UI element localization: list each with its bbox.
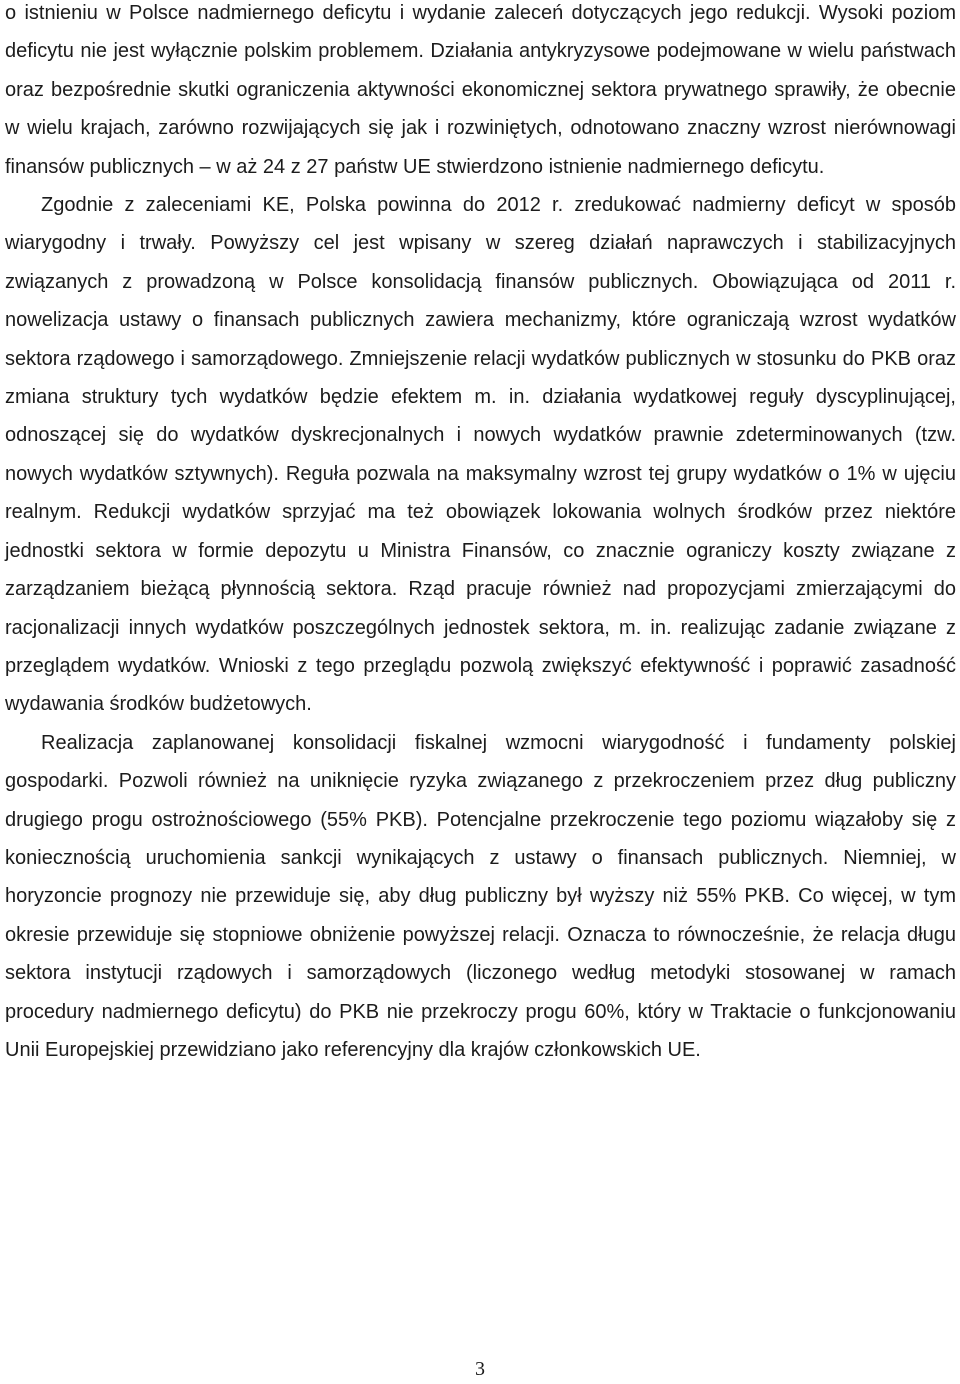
- page-number: 3: [475, 1358, 485, 1380]
- body-text: [5, 0, 956, 1069]
- paragraph-3: Realizacja zaplanowanej konsolidacji fiskalnej wzmocni wiarygodność i fundamenty polskiej gospodarki. Pozwoli również na uniknięcie ryzyka związanego z przekroczeniem przez dług publiczny drugiego progu ostrożnościowego (55% PKB). Potencjalne przekroczenie tego poziomu wiązałoby się z koniecznością uruchomienia sankcji wynikających z ustawy o finansach publicznych. Niemniej, w horyzoncie prognozy nie przewiduje się, aby dług publiczny był wyższy niż 55% PKB. Co więcej, w tym okresie przewiduje się stopniowe obniżenie powyższej relacji. Oznacza to równocześnie, że relacja długu sektora instytucji rządowych i samorządowych (liczonego według metodyki stosowanej w ramach procedury nadmiernego deficytu) do PKB nie przekroczy progu 60%, który w Traktacie o funkcjonowaniu Unii Europejskiej przewidziano jako referencyjny dla krajów członkowskich UE.: [5, 731, 956, 1061]
- paragraph-2: Zgodnie z zaleceniami KE, Polska powinna do 2012 r. zredukować nadmierny deficyt w sposób wiarygodny i trwały. Powyższy cel jest wpisany w szereg działań naprawczych i stabilizacyjnych związanych z prowadzoną w Polsce konsolidacją finansów publicznych. Obowiązująca od 2011 r. nowelizacja ustawy o finansach publicznych zawiera mechanizmy, które ograniczają wzrost wydatków sektora rządowego i samorządowego. Zmniejszenie relacji wydatków publicznych w stosunku do PKB oraz zmiana struktury tych wydatków będzie efektem m. in. działania wydatkowej reguły dyscyplinującej, odnoszącej się do wydatków dyskrecjonalnych i nowych wydatków prawnie zdeterminowanych (tzw. nowych wydatków sztywnych). Reguła pozwala na maksymalny wzrost tej grupy wydatków o 1% w ujęciu realnym. Redukcji wydatków sprzyjać ma też obowiązek lokowania wolnych środków przez niektóre jednostki sektora w formie depozytu u Ministra Finansów, co znacznie ograniczy koszty związane z zarządzaniem bieżącą płynnością sektora. Rząd pracuje również nad propozycjami zmierzającymi do racjonalizacji innych wydatków poszczególnych jednostek sektora, m. in. realizując zadanie związane z przeglądem wydatków. Wnioski z tego przeglądu pozwolą zwiększyć efektywność i poprawić zasadność wydawania środków budżetowych.: [5, 194, 956, 716]
- paragraph-1: o istnieniu w Polsce nadmiernego deficytu i wydanie zaleceń dotyczących jego redukcji. Wysoki poziom deficytu nie jest wyłącznie polskim problemem. Działania antykryzysowe podejmowane w wielu państwach oraz bezpośrednie skutki ograniczenia aktywności ekonomicznej sektora prywatnego sprawiły, że obecnie w wielu krajach, zarówno rozwijających się jak i rozwiniętych, odnotowano znaczny wzrost nierównowagi finansów publicznych – w aż 24 z 27 państw UE stwierdzono istnienie nadmiernego deficytu.: [5, 2, 956, 178]
